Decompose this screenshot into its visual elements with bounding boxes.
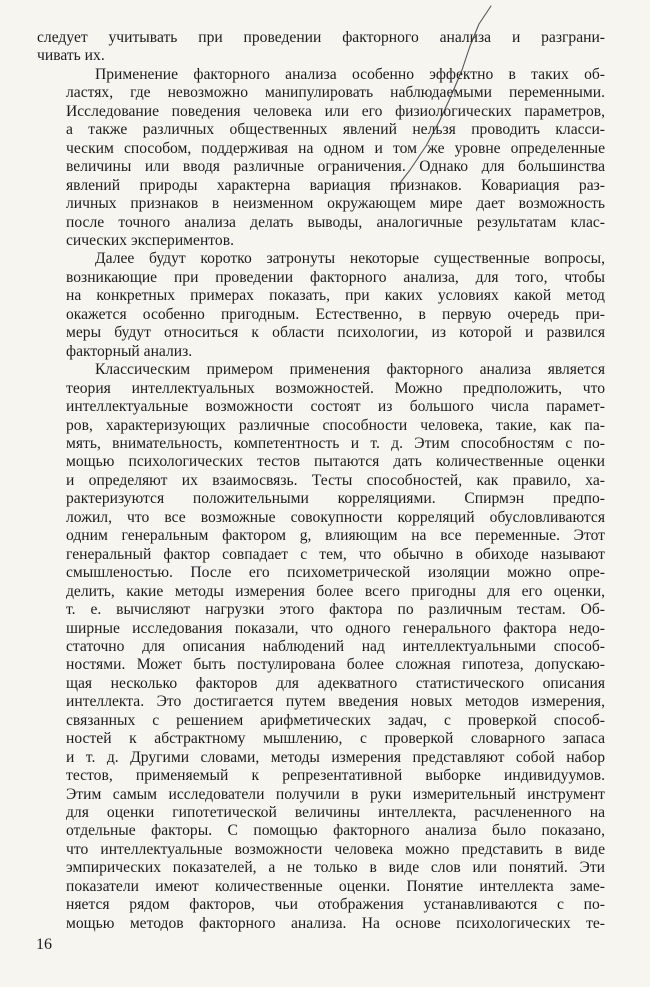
text-line: отдельные факторы. С помощью факторного анализа было показано, bbox=[66, 822, 605, 840]
text-line: ностями. Может быть постулирована более сложная гипотеза, допускаю- bbox=[66, 656, 605, 674]
text-line: что интеллектуальные возможности человека можно представить в виде bbox=[66, 840, 605, 858]
text-line: чивать их. bbox=[37, 47, 105, 65]
text-line: эмпирических показателей, а не только в виде слов или понятий. Эти bbox=[66, 859, 605, 877]
text-line: ческим способом, поддерживая на одном и том же уровне определенные bbox=[66, 139, 605, 157]
text-line: связанных с решением арифметических задач, с проверкой способ- bbox=[66, 711, 605, 729]
text-line: ностей к абстрактному мышлению, с проверкой словарного запаса bbox=[66, 730, 605, 748]
text-line: смышленостью. После его психометрической изоляции можно опре- bbox=[66, 564, 605, 582]
text-line: окажется особенно пригодным. Естественно, в первую очередь при- bbox=[66, 305, 605, 323]
text-line: показатели имеют количественные оценки. Понятие интеллекта заме- bbox=[66, 877, 605, 895]
text-line: личных признаков в неизменном окружающем мире дает возможность bbox=[66, 195, 605, 213]
text-line: рактеризуются положительными корреляциями. Спирмэн предпо- bbox=[66, 490, 605, 508]
paragraph-2 bbox=[37, 66, 605, 251]
text-line: величины или вводя различные ограничения. Однако для большинства bbox=[66, 158, 605, 176]
text-line: интеллектуальные возможности состоят из большого числа парамет- bbox=[66, 398, 605, 416]
text-line: следует учитывать при проведении факторного анализа и разграни- bbox=[37, 29, 605, 46]
text-line: тестов, применяемый к репрезентативной выборке индивидуумов. bbox=[66, 767, 605, 785]
paragraph-3 bbox=[37, 250, 605, 361]
text-line: няется рядом факторов, чьи отображения устанавливаются с по- bbox=[66, 896, 605, 914]
text-line: на конкретных примерах показать, при каких условиях какой метод bbox=[66, 287, 605, 305]
text-line: для оценки гипотетической величины интеллекта, расчлененного на bbox=[66, 804, 605, 822]
text-line: Исследование поведения человека или его физиологических параметров, bbox=[66, 102, 605, 120]
text-line: мять, внимательность, компетентность и т. д. Этим способностям с по- bbox=[66, 434, 605, 452]
text-line: сических экспериментов. bbox=[66, 231, 234, 249]
paragraph-1 bbox=[37, 29, 605, 66]
text-line: и т. д. Другими словами, методы измерения представляют собой набор bbox=[66, 748, 605, 766]
page-number: 16 bbox=[36, 936, 52, 953]
text-line: ластях, где невозможно манипулировать наблюдаемыми переменными. bbox=[66, 84, 605, 102]
text-line: т. е. вычисляют нагрузки этого фактора по различным тестам. Об- bbox=[66, 601, 605, 619]
text-line: Применение факторного анализа особенно эффектно в таких об- bbox=[95, 65, 605, 83]
text-line: щая несколько факторов для адекватного статистического описания bbox=[66, 674, 605, 692]
text-line: делить, какие методы измерения более всего пригодны для его оценки, bbox=[66, 582, 605, 600]
text-line: статочно для описания наблюдений над интеллектуальными способ- bbox=[66, 637, 605, 655]
text-line: ров, характеризующих различные способности человека, такие, как па- bbox=[66, 416, 605, 434]
text-line: после точного анализа делать выводы, аналогичные результатам клас- bbox=[66, 213, 605, 231]
text-line: мощью методов факторного анализа. На основе психологических те- bbox=[66, 914, 605, 932]
text-line: меры будут относиться к области психологии, из которой и развился bbox=[66, 324, 605, 342]
text-line: Классическим примером применения факторного анализа является bbox=[95, 361, 605, 379]
text-line: ложил, что все возможные совокупности корреляций обусловливаются bbox=[66, 508, 605, 526]
paragraph-4 bbox=[37, 361, 605, 933]
text-line: одним генеральным фактором g, влияющим на все переменные. Этот bbox=[66, 527, 605, 545]
text-line: мощью психологических тестов пытаются дать количественные оценки bbox=[66, 453, 605, 471]
text-line: интеллекта. Это достигается путем введения новых методов измерения, bbox=[66, 693, 605, 711]
text-line: возникающие при проведении факторного анализа, для того, чтобы bbox=[66, 268, 605, 286]
text-line: явлений природы характерна вариация признаков. Ковариация раз- bbox=[66, 176, 605, 194]
text-line: ширные исследования показали, что одного генерального фактора недо- bbox=[66, 619, 605, 637]
text-line: факторный анализ. bbox=[66, 342, 193, 360]
text-line: и определяют их взаимосвязь. Тесты способностей, как правило, ха- bbox=[66, 471, 605, 489]
text-line: Этим самым исследователи получили в руки измерительный инструмент bbox=[66, 785, 605, 803]
text-line: генеральный фактор совпадает с тем, что обычно в обиходе называют bbox=[66, 545, 605, 563]
text-line: а также различных общественных явлений нельзя проводить класси- bbox=[66, 121, 605, 139]
body-text bbox=[37, 29, 605, 933]
text-line: Далее будут коротко затронуты некоторые существенные вопросы, bbox=[95, 250, 605, 268]
text-line: теория интеллектуальных возможностей. Можно предположить, что bbox=[66, 379, 605, 397]
